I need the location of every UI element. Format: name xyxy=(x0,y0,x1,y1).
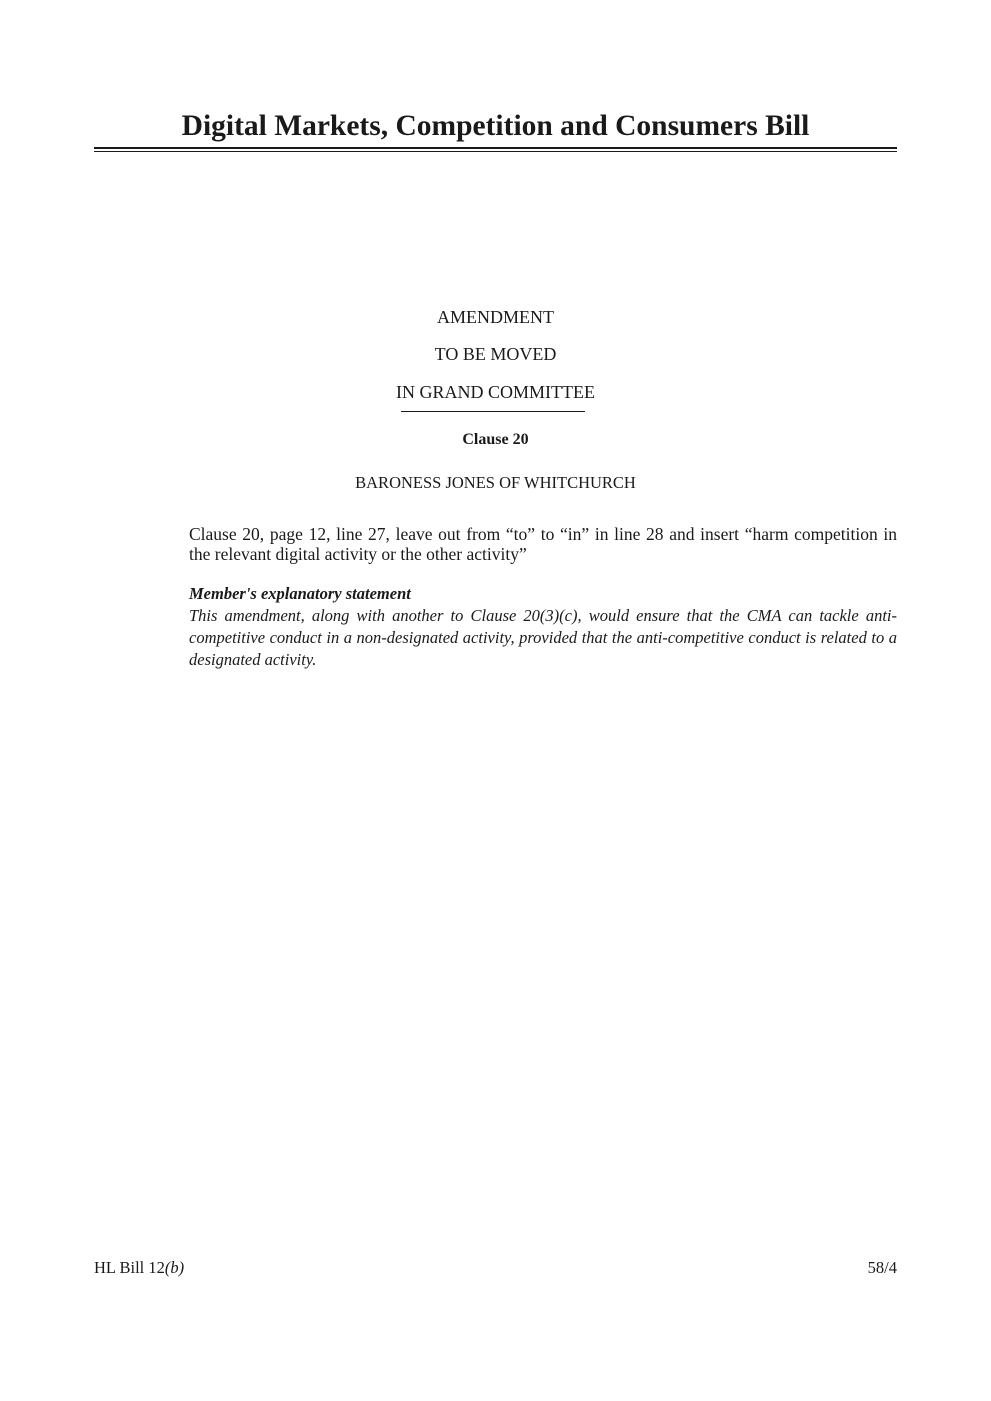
amendment-text: Clause 20, page 12, line 27, leave out from “to” to “in” in line 28 and insert “harm competition in the relevant digital activity or the other activity” xyxy=(189,524,897,564)
bill-reference xyxy=(94,1257,184,1279)
bill-title: Digital Markets, Competition and Consumers Bill xyxy=(181,110,810,142)
heading-amendment: AMENDMENT xyxy=(437,307,554,327)
heading-to-be-moved: TO BE MOVED xyxy=(434,344,557,364)
page-reference: 58/4 xyxy=(867,1258,897,1277)
clause-label: Clause 20 xyxy=(462,431,529,448)
explanatory-statement-heading: Member's explanatory statement xyxy=(189,584,411,603)
title-rule-thin xyxy=(94,151,897,152)
heading-grand-committee: IN GRAND COMMITTEE xyxy=(396,382,595,402)
member-name: BARONESS JONES OF WHITCHURCH xyxy=(355,473,636,492)
title-rule-thick xyxy=(94,147,897,149)
bill-reference-suffix: (b) xyxy=(164,1258,185,1277)
bill-reference-main: HL Bill 12 xyxy=(94,1258,165,1277)
heading-divider xyxy=(401,411,585,412)
explanatory-statement-body: This amendment, along with another to Clause 20(3)(c), would ensure that the CMA can tackle anti-competitive conduct in a non-designated activity, provided that the anti-competitive conduct is related to a designated activity. xyxy=(189,606,897,669)
